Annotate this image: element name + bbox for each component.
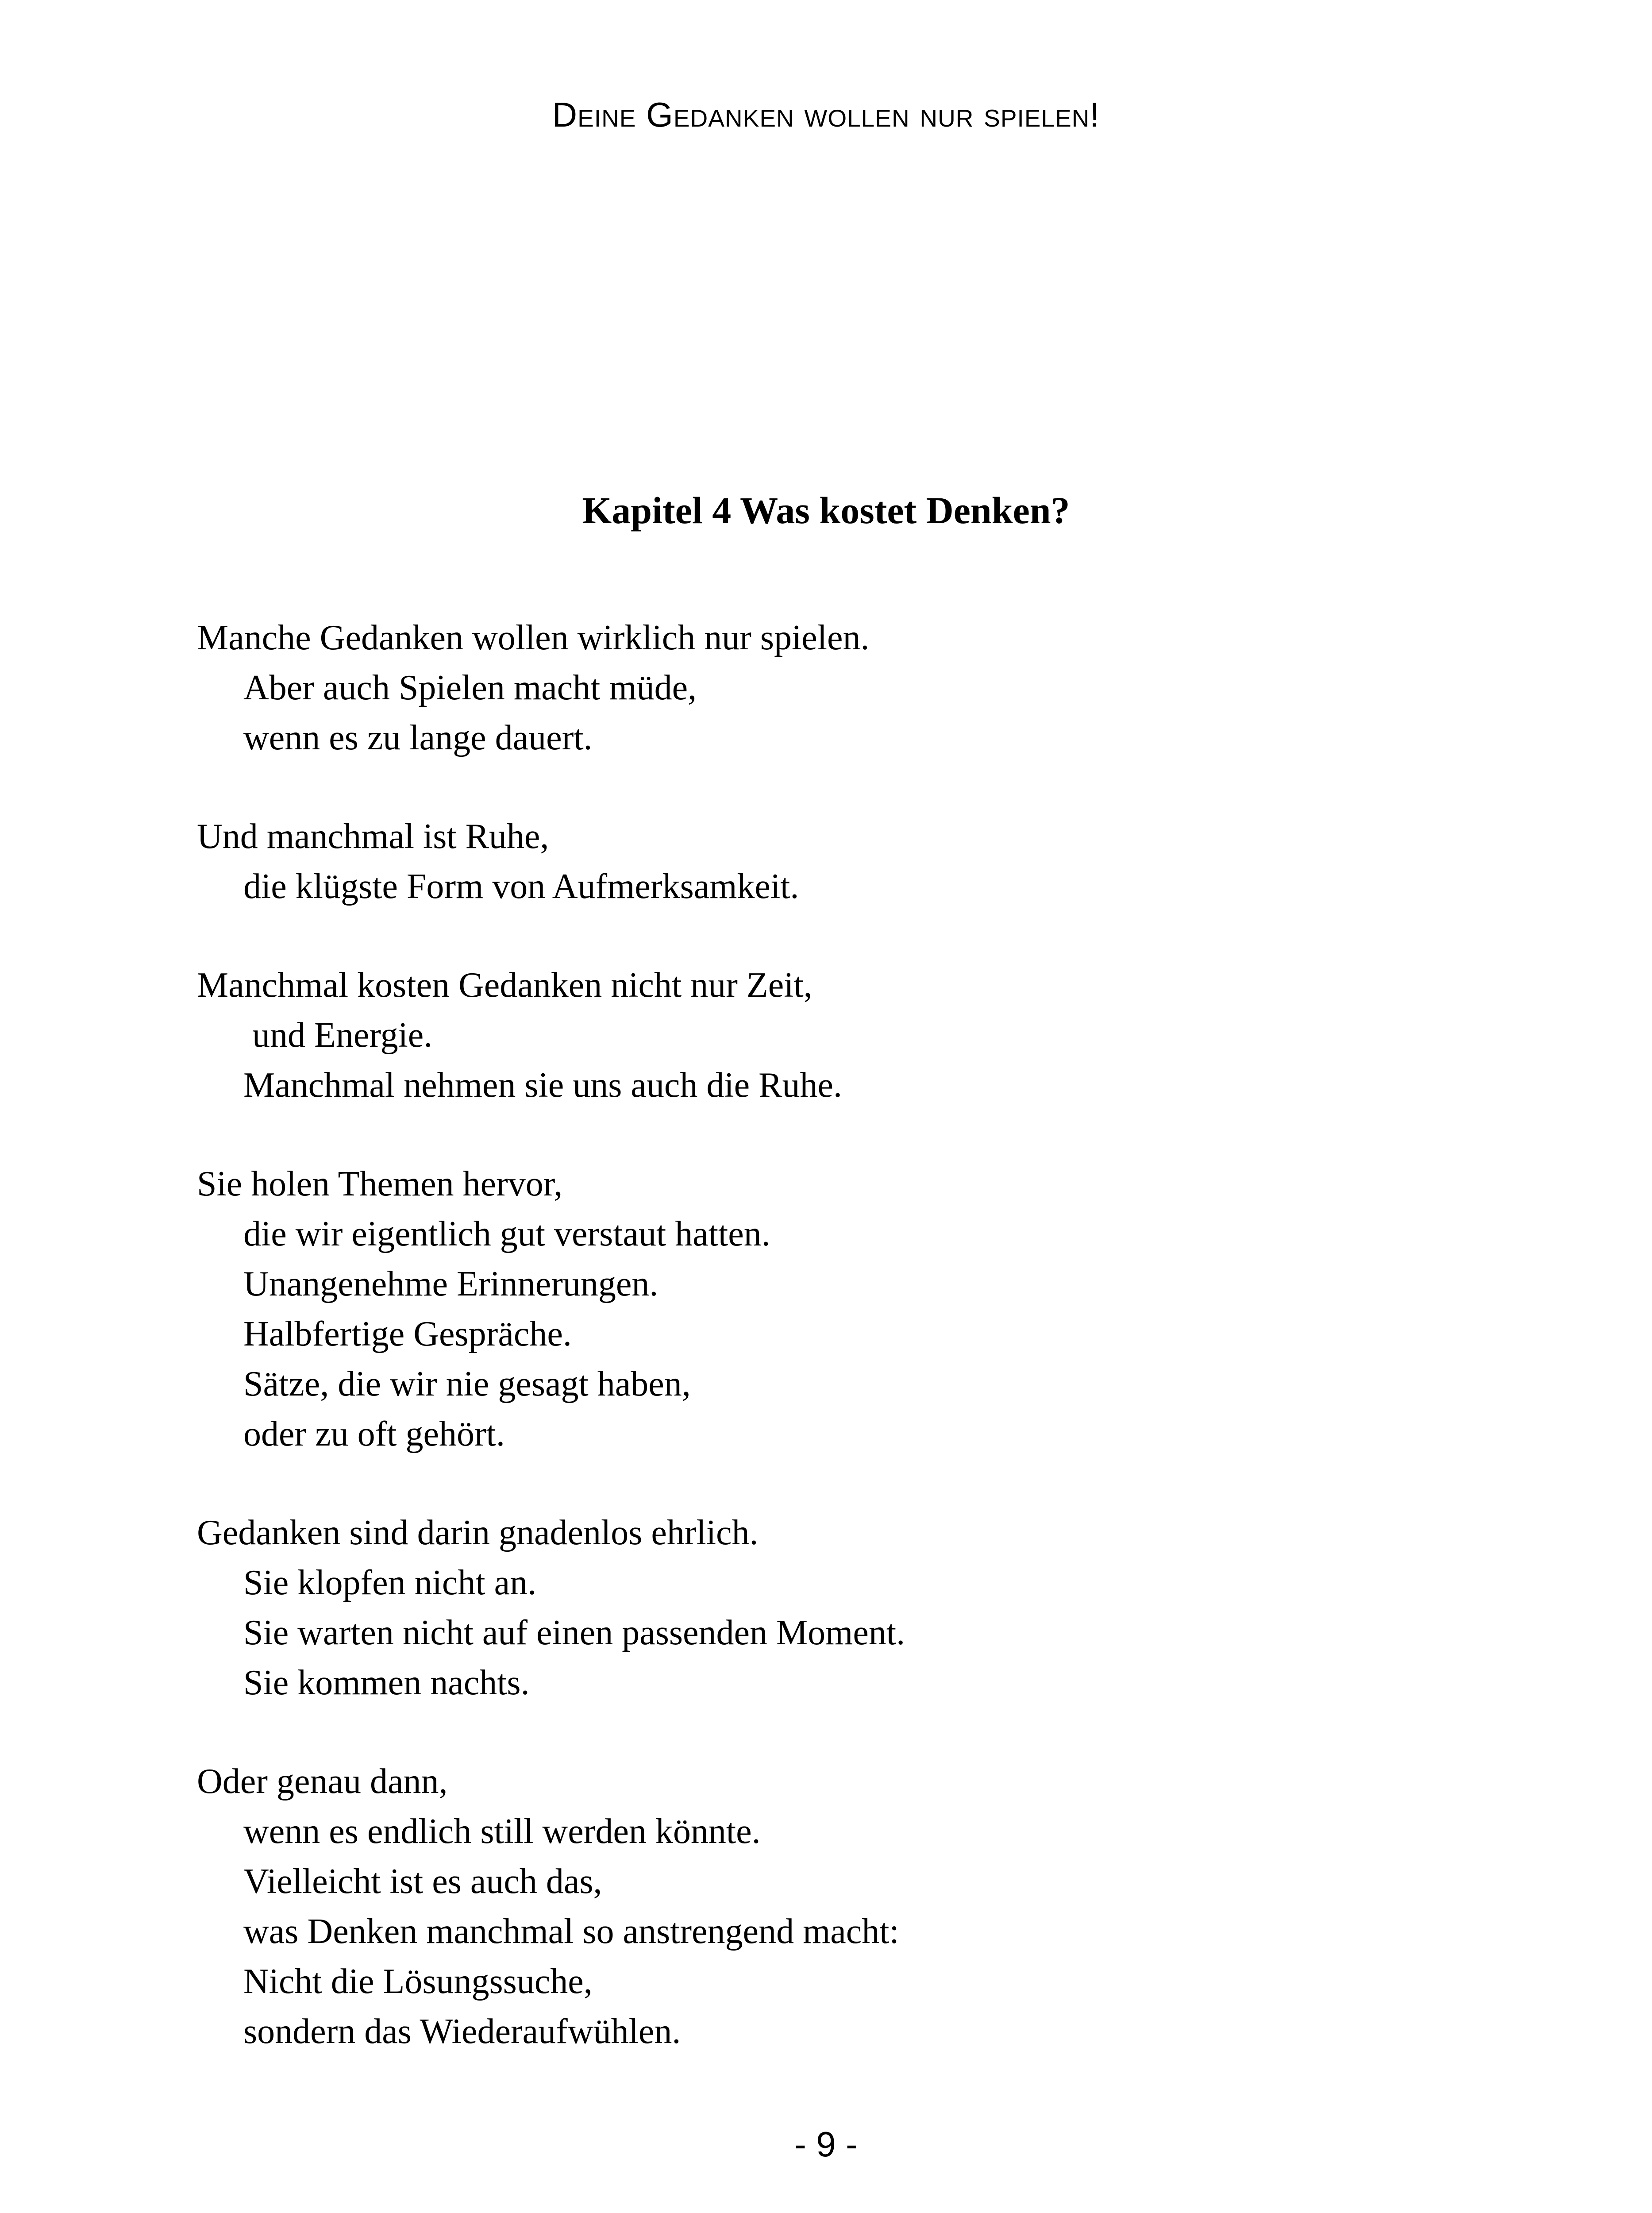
poem-line: Unangenehme Erinnerungen. [243, 1265, 658, 1303]
poem-line: Manche Gedanken wollen wirklich nur spielen. [197, 618, 870, 657]
poem-line: die wir eigentlich gut verstaut hatten. [243, 1214, 770, 1253]
stanza-5 [197, 1508, 1525, 1708]
poem-line: wenn es zu lange dauert. [243, 718, 593, 757]
poem-line: sondern das Wiederaufwühlen. [243, 2012, 681, 2051]
stanza-1 [197, 613, 1525, 763]
poem-line: Sie klopfen nicht an. [243, 1563, 537, 1602]
stanza-4 [197, 1159, 1525, 1459]
poem-line: wenn es endlich still werden könnte. [243, 1812, 761, 1851]
poem-line: oder zu oft gehört. [243, 1415, 505, 1453]
poem-line: Manchmal kosten Gedanken nicht nur Zeit, [197, 966, 813, 1005]
stanza-3 [197, 960, 1525, 1110]
poem-line: Und manchmal ist Ruhe, [197, 817, 549, 856]
poem-line: Sie warten nicht auf einen passenden Moment. [243, 1613, 905, 1652]
stanza-6 [197, 1757, 1525, 2057]
poem-line: Oder genau dann, [197, 1762, 448, 1801]
poem-line: Sätze, die wir nie gesagt haben, [243, 1365, 691, 1403]
running-header: Deine Gedanken wollen nur spielen! [552, 95, 1100, 134]
poem-line: was Denken manchmal so anstrengend macht: [243, 1912, 899, 1951]
poem-body [197, 613, 1525, 2105]
poem-line: und Energie. [252, 1016, 433, 1055]
poem-line: Sie kommen nachts. [243, 1663, 530, 1702]
poem-line: Halbfertige Gespräche. [243, 1315, 572, 1353]
poem-line: Vielleicht ist es auch das, [243, 1862, 602, 1901]
poem-line: Sie holen Themen hervor, [197, 1164, 563, 1203]
poem-line: die klügste Form von Aufmerksamkeit. [243, 867, 799, 906]
poem-line: Aber auch Spielen macht müde, [243, 668, 697, 707]
stanza-2 [197, 812, 1525, 912]
poem-line: Manchmal nehmen sie uns auch die Ruhe. [243, 1066, 842, 1105]
poem-line: Gedanken sind darin gnadenlos ehrlich. [197, 1513, 759, 1552]
chapter-title: Kapitel 4 Was kostet Denken? [582, 489, 1070, 532]
poem-line: Nicht die Lösungssuche, [243, 1962, 593, 2001]
page-number: - 9 - [794, 2124, 858, 2164]
